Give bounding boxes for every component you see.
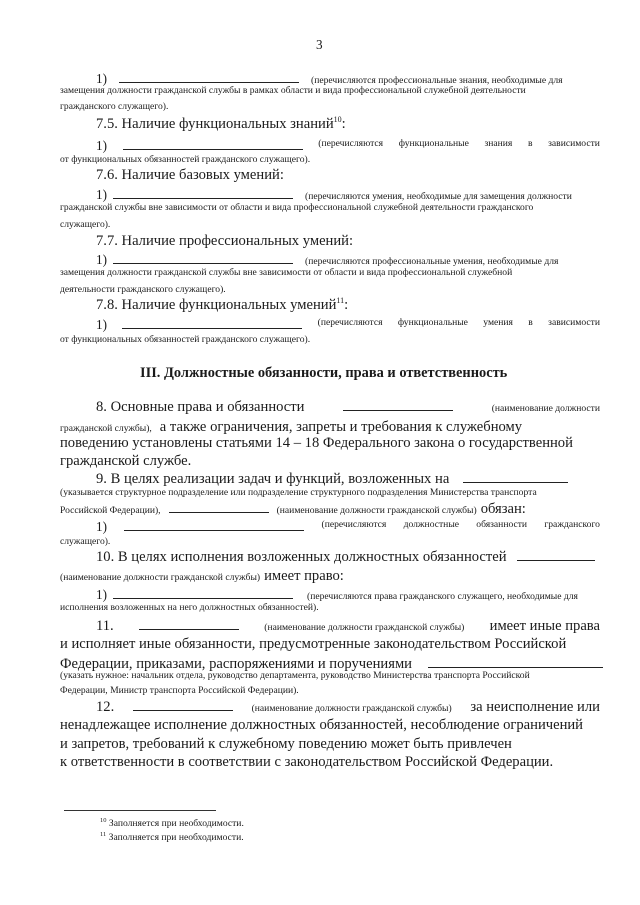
fill-blank — [113, 253, 293, 264]
section-title: III. Должностные обязанности, права и ответственность — [140, 365, 508, 381]
text-line: деятельности гражданского служащего). — [60, 284, 226, 295]
fill-blank — [119, 72, 299, 83]
fill-blank — [139, 619, 239, 630]
footnote-divider — [64, 810, 216, 811]
text-line: поведению установлены статьями 14 – 18 Федерального закона о государственной — [60, 435, 573, 451]
paragraph-8-line-2: гражданской службы), а также ограничения, запреты и требования к служебному — [60, 419, 523, 435]
paragraph-8-line-1: 8. Основные права и обязанности (наименование должности — [96, 399, 600, 415]
paragraph-10-line-2: (наименование должности гражданской службы) имеет право: — [60, 568, 344, 584]
heading-functional-knowledge: 7.5. Наличие функциональных знаний$^{10}$: — [96, 115, 346, 132]
item-duties: 1) (перечисляются должностные обязанности гражданского — [96, 519, 600, 534]
fill-blank — [113, 588, 293, 599]
item-professional-skills — [96, 252, 600, 268]
item-number: 1) — [96, 519, 107, 534]
item-note: (перечисляются профессиональные знания, необходимые для — [311, 75, 563, 86]
text-line: и запретов, требований к служебному поведению может быть привлечен — [60, 736, 512, 752]
footnote-ref: 11 — [336, 296, 345, 305]
text-line: гражданской службе. — [60, 453, 192, 469]
heading-professional-skills: 7.7. Наличие профессиональных умений: — [96, 233, 354, 249]
paragraph-12-line-1: 12. (наименование должности гражданской службы) за неисполнение или — [96, 699, 600, 715]
text-line: замещения должности гражданской службы вне зависимости от области и вида профессиональной служебной — [60, 267, 513, 278]
text-line: (указывается структурное подразделение или подразделение структурного подразделения Министерства транспорта — [60, 487, 537, 498]
text-line: исполнения возложенных на него должностных обязанностей). — [60, 602, 319, 613]
paragraph-9-line-1: 9. В целях реализации задач и функций, возложенных на — [96, 471, 600, 487]
footnote-ref: 10 — [333, 115, 342, 124]
item-number: 1) — [96, 252, 107, 267]
text-line: от функциональных обязанностей гражданского служащего). — [60, 154, 311, 165]
text-line: гражданского служащего). — [60, 101, 169, 112]
paragraph-11-line-3: Федерации, приказами, распоряжениями и поручениями — [60, 656, 600, 672]
item-number: 1) — [96, 71, 107, 86]
item-note: (перечисляются умения, необходимые для замещения должности — [305, 191, 572, 202]
text-line: к ответственности в соответствии с законодательством Российской Федерации. — [60, 754, 554, 770]
fill-blank — [124, 520, 304, 531]
text-line: служащего). — [60, 536, 111, 547]
fill-blank — [123, 139, 303, 150]
item-knowledge-func: 1) (перечисляются функциональные знания в зависимости — [96, 138, 600, 153]
item-basic-skills — [96, 187, 600, 203]
item-number: 1) — [96, 138, 107, 153]
item-functional-skills: 1) (перечисляются функциональные умения в зависимости — [96, 317, 600, 332]
text-line: и исполняет иные обязанности, предусмотренные законодательством Российской — [60, 636, 567, 652]
text-line: от функциональных обязанностей гражданского служащего). — [60, 334, 311, 345]
item-number: 1) — [96, 317, 107, 332]
item-rights: 1) (перечисляются права гражданского служащего, необходимые для — [96, 587, 578, 602]
text-line: Федерации, Министр транспорта Российской Федерации). — [60, 685, 299, 696]
heading-functional-skills: 7.8. Наличие функциональных умений$^{11}$: — [96, 296, 349, 313]
fill-blank — [463, 472, 568, 483]
text-line: служащего). — [60, 219, 111, 230]
fill-blank — [428, 657, 603, 668]
fill-blank — [169, 502, 269, 513]
fill-blank — [122, 318, 302, 329]
paragraph-10-line-1: 10. В целях исполнения возложенных должностных обязанностей — [96, 549, 600, 565]
heading-basic-skills: 7.6. Наличие базовых умений: — [96, 167, 284, 183]
footnote: $^{10}$ Заполняется при необходимости. — [100, 817, 244, 829]
fill-blank — [343, 400, 453, 411]
text-line: гражданской службы вне зависимости от области и вида профессиональной служебной деятельности гражданского — [60, 202, 534, 213]
text-line: (указать нужное: начальник отдела, руководство департамента, руководство Министерства транспорта Российской — [60, 670, 530, 681]
text-line: замещения должности гражданской службы в рамках области и вида профессиональной служебной деятельности — [60, 85, 526, 96]
footnote: $^{11}$ Заполняется при необходимости. — [100, 831, 244, 843]
item-note: (перечисляются профессиональные умения, необходимые для — [305, 256, 559, 267]
fill-blank — [113, 188, 293, 199]
text-line: ненадлежащее исполнение должностных обязанностей, несоблюдение ограничений — [60, 717, 583, 733]
fill-blank — [133, 700, 233, 711]
page-number: 3 — [316, 37, 323, 52]
paragraph-9-line-3: Российской Федерации), (наименование должности гражданской службы) обязан: — [60, 501, 526, 517]
item-number: 1) — [96, 587, 107, 602]
item-number: 1) — [96, 187, 107, 202]
fill-blank — [517, 550, 595, 561]
paragraph-11-line-1: 11. (наименование должности гражданской службы) имеет иные права — [96, 618, 600, 634]
